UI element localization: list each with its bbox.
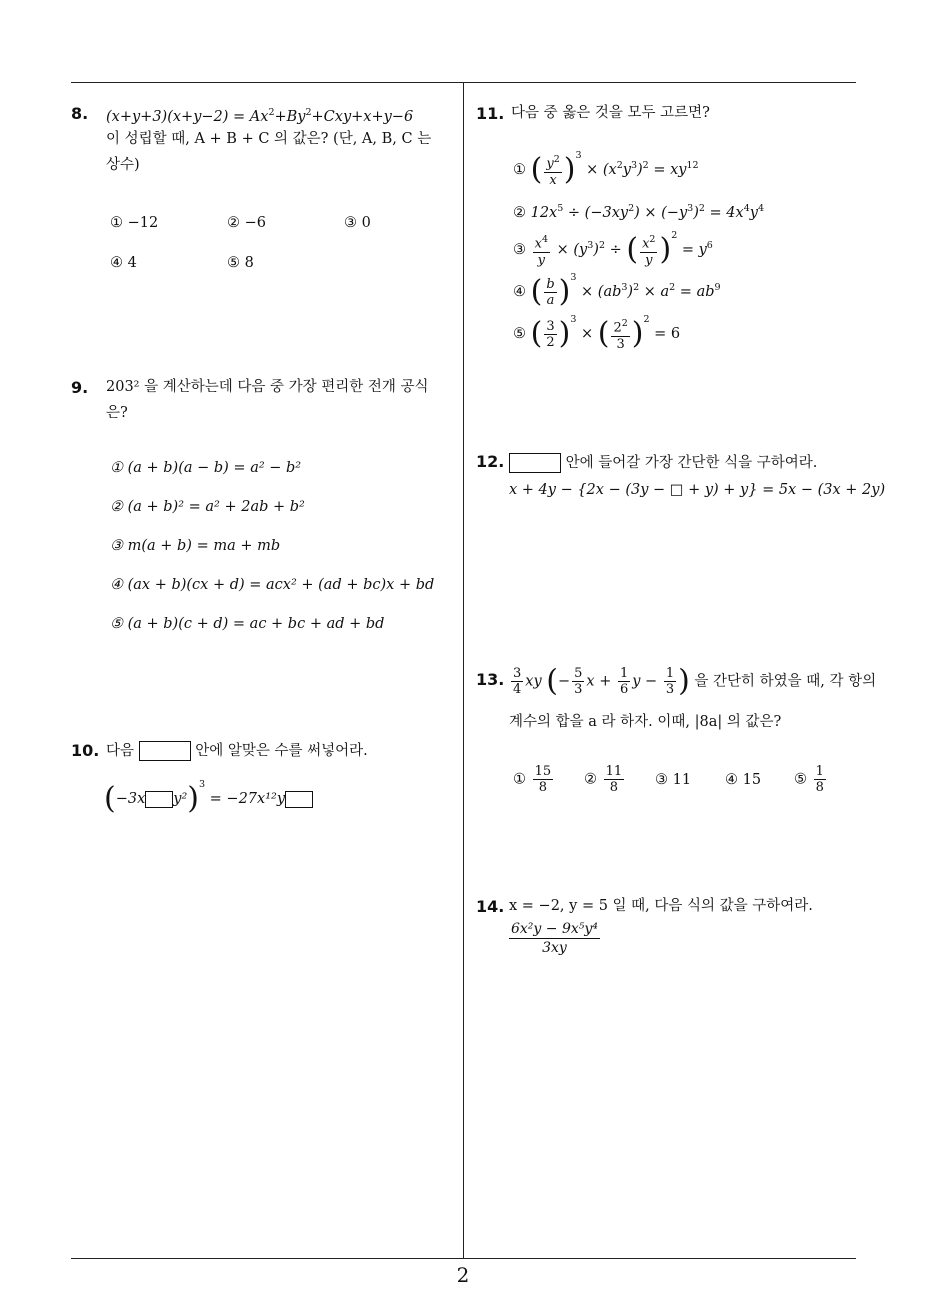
option-2[interactable]: ② (a + b)² = a² + 2ab + b² — [110, 499, 305, 515]
option-1[interactable]: ① ( $\frac{y^2}{x}$ )$^3 \times (x^2y^3)^2 = xy^{12}$ — [513, 150, 699, 188]
fraction-denominator: 3xy — [542, 940, 567, 956]
question-9-text — [106, 374, 429, 400]
option-1[interactable]: ① −12 — [110, 215, 159, 231]
option-1[interactable]: ① (a + b)(a − b) = a² − b² — [110, 460, 302, 476]
question-12-equation: x + 4y − {2x − (3y − □ + y) + y} = 5x − (3x + 2y) — [509, 482, 886, 498]
question-14-fraction — [509, 920, 600, 957]
question-8-text — [106, 152, 140, 178]
question-9-text — [106, 400, 128, 426]
question-8-equation: $(x+y+3)(x+y-2) = Ax^2+By^2+Cxy+x+y-6$ — [106, 107, 414, 125]
question-10-text — [106, 738, 368, 764]
answer-box[interactable] — [509, 453, 561, 473]
answer-box[interactable] — [145, 791, 173, 808]
expr-exponent: 3 — [199, 779, 206, 790]
question-number: 13. — [476, 670, 505, 689]
question-number: 12. — [476, 452, 505, 471]
question-text-line: 이 성립할 때, A + B + C 의 값은? (단, A, B, C 는 — [106, 131, 432, 147]
question-number: 10. — [71, 741, 100, 760]
expr-left-a: −3x — [115, 791, 146, 807]
option-4[interactable]: ④ 4 — [110, 255, 137, 271]
question-11-text — [511, 100, 710, 126]
question-number: 8. — [71, 104, 89, 123]
question-13-text — [509, 709, 781, 735]
option-5[interactable]: ⑤ (a + b)(c + d) = ac + bc + ad + bd — [110, 616, 385, 632]
option-3[interactable]: ③ 11 — [655, 772, 692, 788]
option-4[interactable]: ④ (ax + b)(cx + d) = acx² + (ad + bc)x + bd — [110, 577, 435, 593]
expr-right: = −27x¹²y — [209, 791, 286, 807]
option-3[interactable]: ③ 0 — [344, 215, 371, 231]
answer-box[interactable] — [285, 791, 313, 808]
option-5[interactable]: ⑤ $\frac{1}{8}$ — [794, 764, 824, 795]
question-text-line: 상수) — [106, 157, 140, 173]
option-1[interactable]: ① $\frac{15}{8}$ — [513, 764, 552, 795]
option-3[interactable]: ③ m(a + b) = ma + mb — [110, 538, 281, 554]
question-text-line: 다음 중 옳은 것을 모두 고르면? — [511, 105, 710, 121]
question-12-text — [509, 450, 817, 476]
question-10-expression: (−3x y²)$^3$ = −27x¹²y — [104, 772, 313, 812]
answer-box[interactable] — [139, 741, 191, 761]
option-3[interactable]: ③ $\frac{x^4}{y}$ × $(y^3)^2$ ÷ ( $\frac{x^2}{y}$ )$^2 = y^6$ — [513, 230, 713, 268]
column-divider — [463, 82, 464, 1258]
question-14-text — [509, 893, 813, 919]
question-13-text: $\frac{3}{4}$ xy (− $\frac{5}{3}$ x + $\frac{1}{6}$ y − $\frac{1}{3}$ ) 을 간단히 하였을 때, 각 항의 — [513, 663, 877, 699]
option-5[interactable]: ⑤ ( $\frac{3}{2}$ )$^3$ × ( $\frac{2^2}{3}$ )$^2$ = 6 — [513, 314, 681, 352]
option-4[interactable]: ④ 15 — [725, 772, 762, 788]
question-number: 14. — [476, 897, 505, 916]
option-2[interactable]: ② −6 — [227, 215, 266, 231]
option-5[interactable]: ⑤ 8 — [227, 255, 254, 271]
option-2[interactable]: ② $12x^5 \div (-3xy^2) \times (-y^3)^2 = 4x^4y^4$ — [513, 203, 764, 221]
fraction-numerator: 6x²y − 9x⁵y⁴ — [511, 921, 598, 937]
question-number: 11. — [476, 104, 505, 123]
question-text-line: 203² 을 계산하는데 다음 중 가장 편리한 전개 공식 — [106, 379, 429, 395]
page-number: 2 — [456, 1263, 470, 1287]
question-text-after: 안에 알맞은 수를 써넣어라. — [195, 743, 368, 759]
question-text-line: 계수의 합을 a 라 하자. 이때, |8a| 의 값은? — [509, 714, 782, 730]
question-text-line: 을 간단히 하였을 때, 각 항의 — [694, 673, 877, 690]
bottom-rule — [71, 1258, 856, 1259]
question-number: 9. — [71, 378, 89, 397]
question-text-before: 다음 — [106, 743, 135, 759]
question-text-line: 은? — [106, 405, 128, 421]
option-4[interactable]: ④ ( $\frac{b}{a}$ )$^3 \times (ab^3)^2 \times a^2 = ab^9$ — [513, 272, 721, 309]
question-text-line: x = −2, y = 5 일 때, 다음 식의 값을 구하여라. — [509, 898, 813, 914]
question-text-line: 안에 들어갈 가장 간단한 식을 구하여라. — [565, 455, 818, 471]
expr-left-b: y² — [173, 791, 188, 807]
question-8-text — [106, 126, 431, 152]
option-2[interactable]: ② $\frac{11}{8}$ — [584, 764, 623, 795]
